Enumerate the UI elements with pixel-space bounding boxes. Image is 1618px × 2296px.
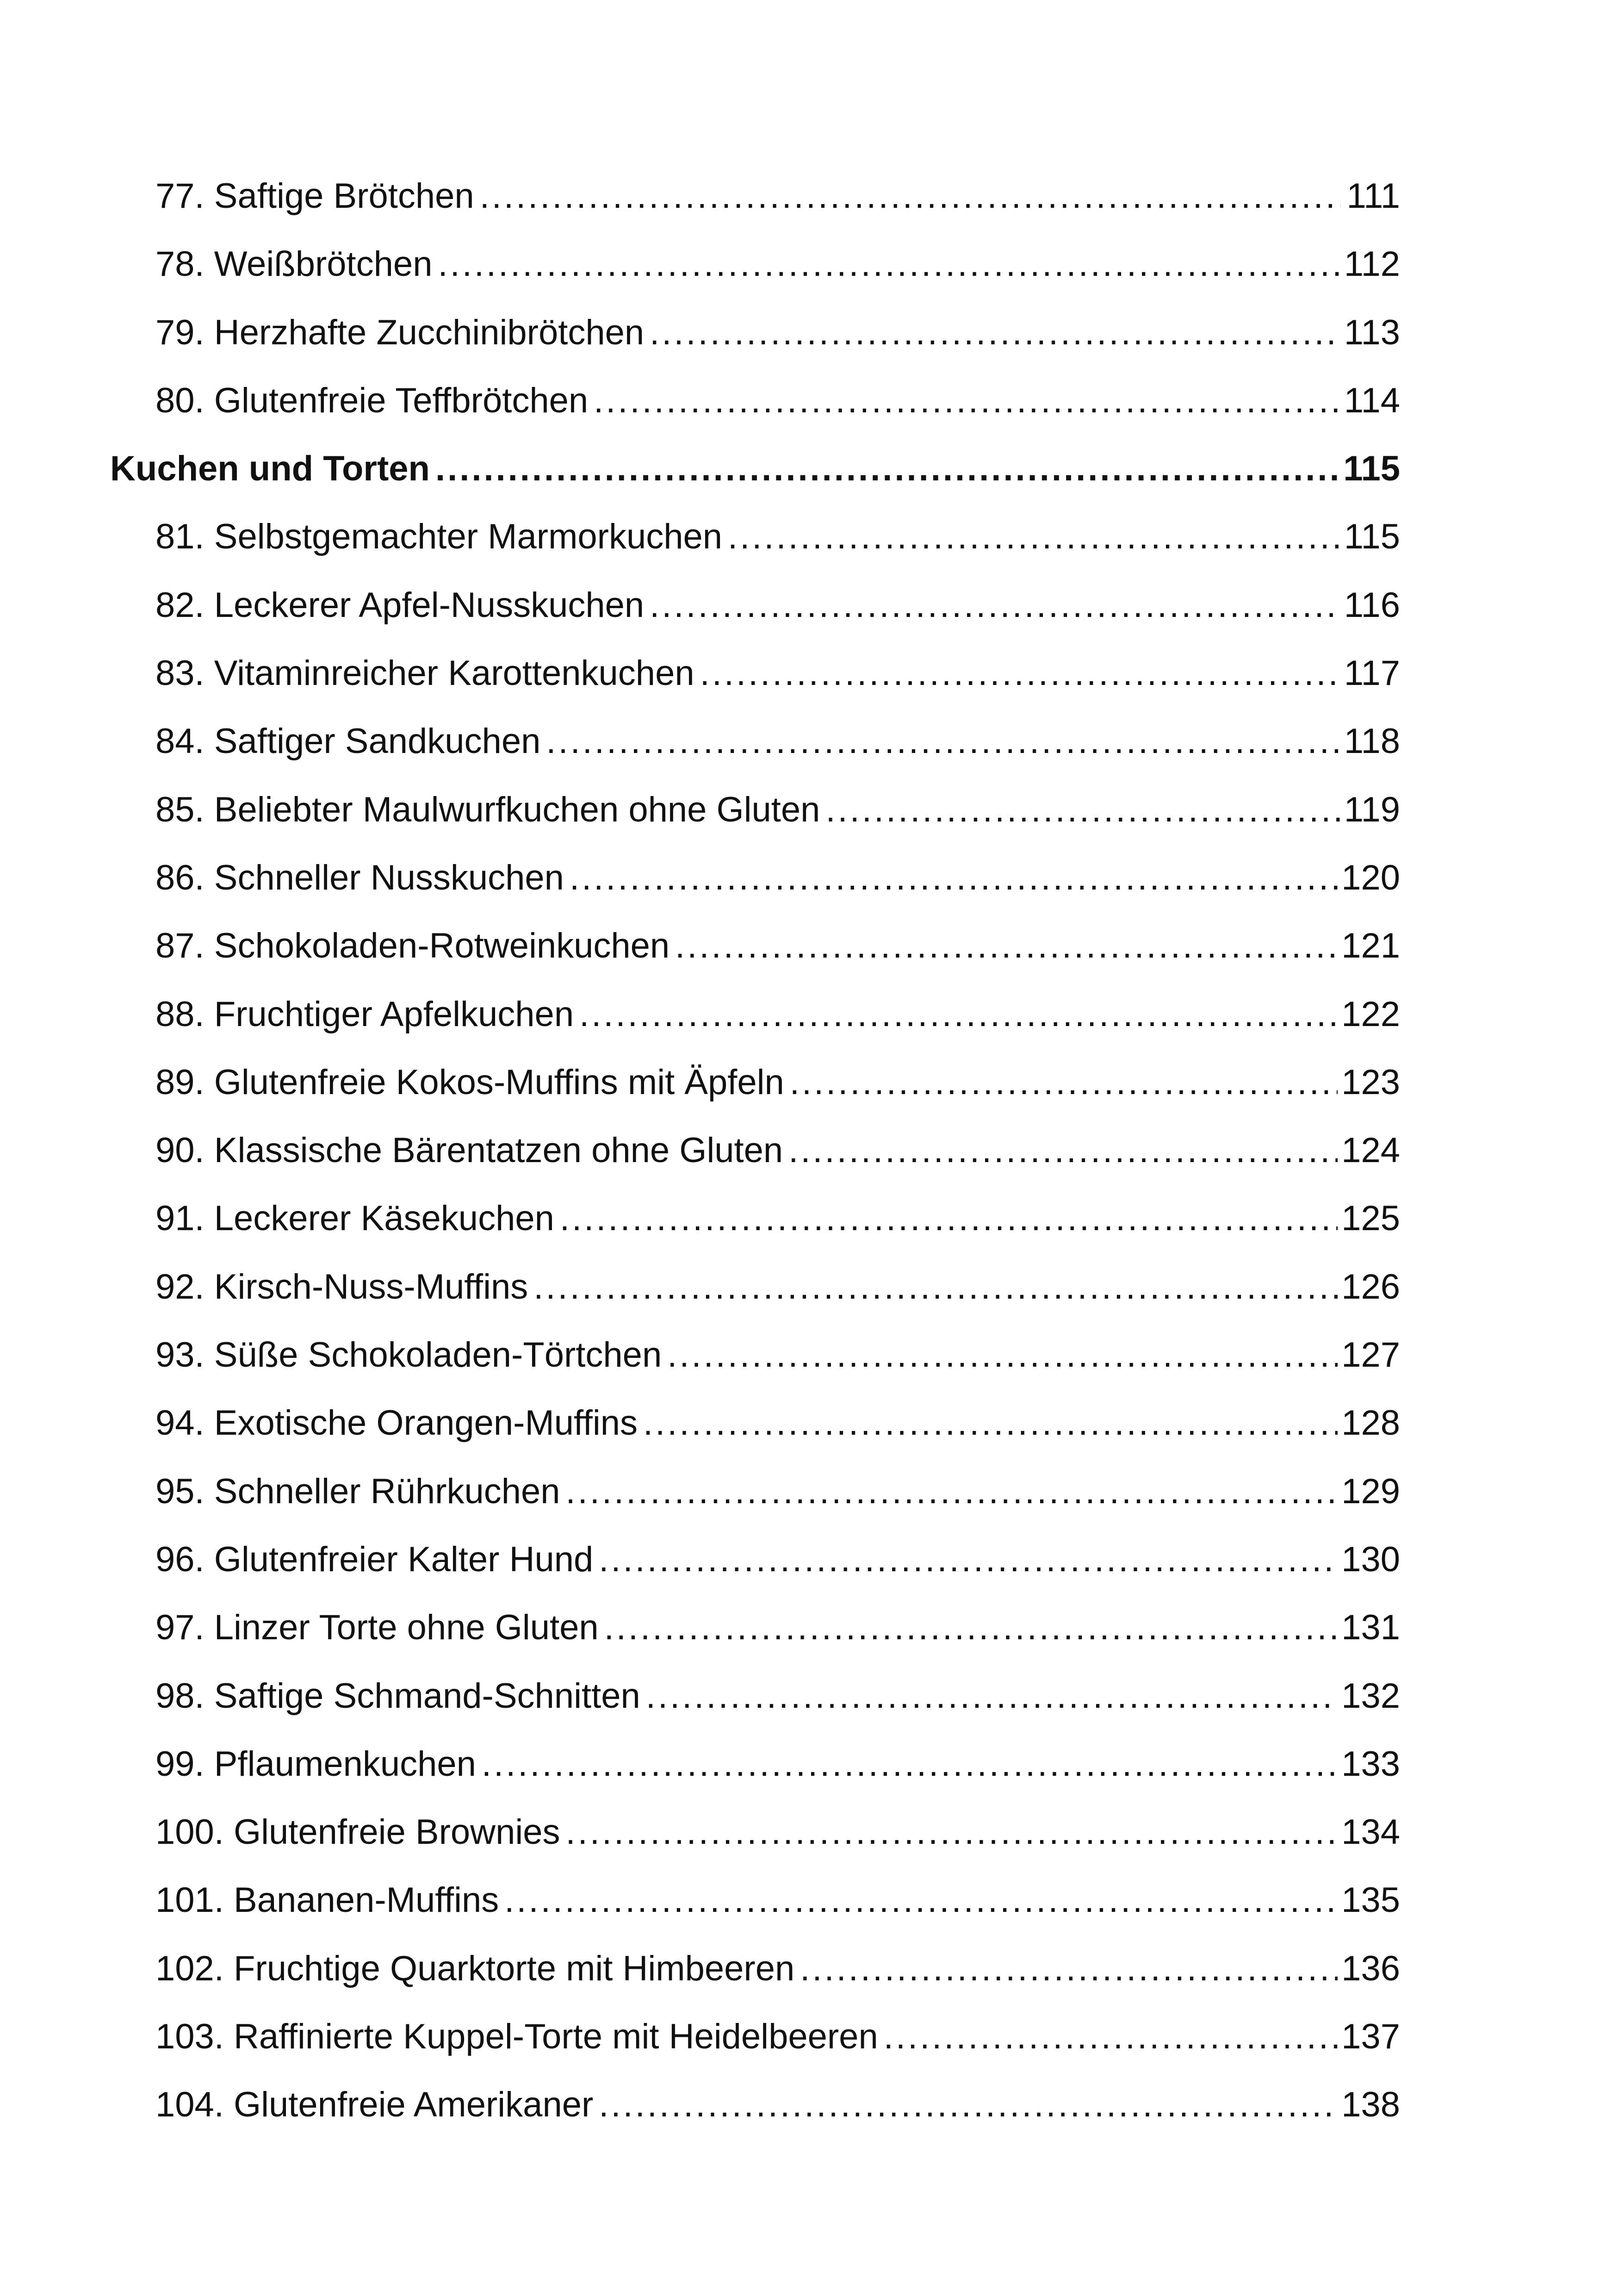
- toc-entry: [110, 1116, 1400, 1184]
- toc-entry: [110, 912, 1400, 980]
- toc-page-number: 118: [1344, 722, 1400, 761]
- table-of-contents: [110, 162, 1400, 2139]
- toc-entry: [110, 1935, 1400, 2003]
- toc-entry: [110, 162, 1400, 230]
- toc-page-number: 113: [1344, 312, 1400, 352]
- toc-entry: [110, 707, 1400, 775]
- toc-entry-title: 94. Exotische Orangen-Muffins: [155, 1403, 638, 1443]
- toc-entry: [110, 230, 1400, 298]
- toc-page-number: 138: [1341, 2085, 1400, 2125]
- toc-entry: [110, 844, 1400, 912]
- toc-entry-title: 81. Selbstgemachter Marmorkuchen: [155, 517, 723, 557]
- toc-entry-title: 102. Fruchtige Quarktorte mit Himbeeren: [155, 1948, 795, 1988]
- toc-entry: [110, 299, 1400, 367]
- toc-dot-leader: [643, 1389, 1338, 1457]
- toc-entry: [110, 1798, 1400, 1866]
- toc-dot-leader: [650, 571, 1340, 639]
- toc-entry: [110, 1184, 1400, 1252]
- toc-entry: [110, 1048, 1400, 1116]
- toc-dot-leader: [728, 503, 1340, 571]
- toc-entry-title: 82. Leckerer Apfel-Nusskuchen: [155, 585, 645, 625]
- toc-entry-title: Kuchen und Torten: [110, 449, 430, 489]
- toc-page-number: 128: [1341, 1403, 1400, 1443]
- toc-entry-title: 98. Saftige Schmand-Schnitten: [155, 1676, 640, 1716]
- toc-entry-title: 93. Süße Schokoladen-Törtchen: [155, 1335, 662, 1375]
- toc-entry-title: 84. Saftiger Sandkuchen: [155, 722, 541, 761]
- toc-page-number: 122: [1341, 994, 1400, 1034]
- toc-dot-leader: [700, 639, 1340, 707]
- toc-entry: [110, 1389, 1400, 1457]
- toc-entry-title: 87. Schokoladen-Rotweinkuchen: [155, 926, 670, 966]
- toc-page-number: 117: [1344, 653, 1400, 693]
- toc-page-number: 119: [1344, 790, 1400, 829]
- toc-dot-leader: [599, 1525, 1338, 1593]
- toc-entry-title: 83. Vitaminreicher Karottenkuchen: [155, 653, 694, 693]
- toc-page-number: 136: [1341, 1948, 1400, 1988]
- toc-page-number: 115: [1344, 517, 1400, 557]
- toc-dot-leader: [825, 776, 1340, 844]
- toc-entry: [110, 1662, 1400, 1730]
- toc-entry-title: 91. Leckerer Käsekuchen: [155, 1199, 554, 1238]
- toc-page-number: 127: [1341, 1335, 1400, 1375]
- toc-section-heading: [110, 435, 1400, 503]
- toc-page-number: 133: [1341, 1744, 1400, 1784]
- toc-entry-title: 78. Weißbrötchen: [155, 244, 433, 284]
- toc-dot-leader: [788, 1116, 1338, 1184]
- toc-dot-leader: [579, 980, 1338, 1048]
- toc-entry: [110, 2071, 1400, 2139]
- toc-page-number: 116: [1344, 585, 1400, 625]
- toc-entry: [110, 1730, 1400, 1798]
- toc-page-number: 132: [1341, 1676, 1400, 1716]
- toc-page-number: 137: [1341, 2017, 1400, 2057]
- toc-entry-title: 85. Beliebter Maulwurfkuchen ohne Gluten: [155, 790, 820, 829]
- toc-page-number: 120: [1341, 858, 1400, 897]
- toc-entry: [110, 1253, 1400, 1321]
- toc-page-number: 121: [1341, 926, 1400, 966]
- toc-dot-leader: [533, 1253, 1338, 1321]
- toc-entry: [110, 2003, 1400, 2071]
- toc-page-number: 130: [1341, 1539, 1400, 1579]
- toc-entry: [110, 1593, 1400, 1661]
- toc-entry-title: 96. Glutenfreier Kalter Hund: [155, 1539, 594, 1579]
- toc-page-number: 134: [1341, 1812, 1400, 1852]
- toc-entry: [110, 571, 1400, 639]
- toc-page-number: 131: [1341, 1608, 1400, 1648]
- toc-dot-leader: [594, 367, 1340, 435]
- toc-entry: [110, 776, 1400, 844]
- toc-dot-leader: [565, 1798, 1338, 1866]
- toc-entry: [110, 639, 1400, 707]
- toc-dot-leader: [667, 1321, 1338, 1389]
- toc-page-number: 112: [1344, 244, 1400, 284]
- toc-dot-leader: [650, 299, 1340, 367]
- toc-dot-leader: [675, 912, 1338, 980]
- toc-page-number: 114: [1344, 380, 1400, 420]
- toc-page-number: 115: [1343, 449, 1400, 489]
- toc-entry: [110, 1457, 1400, 1525]
- toc-page-number: 123: [1341, 1062, 1400, 1102]
- toc-entry-title: 90. Klassische Bärentatzen ohne Gluten: [155, 1131, 783, 1170]
- toc-page-number: 135: [1341, 1880, 1400, 1920]
- toc-entry: [110, 1866, 1400, 1934]
- toc-dot-leader: [570, 844, 1338, 912]
- toc-page-number: 126: [1341, 1267, 1400, 1307]
- toc-entry-title: 92. Kirsch-Nuss-Muffins: [155, 1267, 528, 1307]
- toc-entry-title: 99. Pflaumenkuchen: [155, 1744, 476, 1784]
- toc-page-number: 125: [1341, 1199, 1400, 1238]
- toc-entry-title: 103. Raffinierte Kuppel-Torte mit Heidelbeeren: [155, 2017, 878, 2057]
- toc-dot-leader: [560, 1184, 1338, 1252]
- toc-entry-title: 97. Linzer Torte ohne Gluten: [155, 1608, 599, 1648]
- toc-dot-leader: [884, 2003, 1338, 2071]
- toc-entry-title: 88. Fruchtiger Apfelkuchen: [155, 994, 574, 1034]
- toc-entry-title: 95. Schneller Rührkuchen: [155, 1471, 560, 1511]
- toc-entry: [110, 1525, 1400, 1593]
- toc-entry-title: 77. Saftige Brötchen: [155, 176, 474, 216]
- toc-entry: [110, 503, 1400, 571]
- toc-entry-title: 100. Glutenfreie Brownies: [155, 1812, 560, 1852]
- toc-dot-leader: [504, 1866, 1338, 1934]
- toc-dot-leader: [435, 435, 1339, 503]
- toc-dot-leader: [599, 2071, 1338, 2139]
- toc-dot-leader: [482, 1730, 1338, 1798]
- toc-entry: [110, 367, 1400, 435]
- toc-entry-title: 101. Bananen-Muffins: [155, 1880, 499, 1920]
- toc-dot-leader: [646, 1662, 1338, 1730]
- toc-dot-leader: [438, 230, 1340, 298]
- toc-entry: [110, 1321, 1400, 1389]
- toc-dot-leader: [546, 707, 1340, 775]
- toc-dot-leader: [604, 1593, 1338, 1661]
- toc-entry-title: 86. Schneller Nusskuchen: [155, 858, 564, 897]
- toc-page-number: 111: [1346, 176, 1400, 216]
- toc-dot-leader: [566, 1457, 1338, 1525]
- toc-entry-title: 104. Glutenfreie Amerikaner: [155, 2085, 594, 2125]
- toc-page-number: 124: [1341, 1131, 1400, 1170]
- toc-dot-leader: [790, 1048, 1338, 1116]
- toc-entry-title: 80. Glutenfreie Teffbrötchen: [155, 380, 589, 420]
- toc-page-number: 129: [1341, 1471, 1400, 1511]
- toc-dot-leader: [480, 162, 1341, 230]
- toc-entry-title: 79. Herzhafte Zucchinibrötchen: [155, 312, 645, 352]
- toc-entry: [110, 980, 1400, 1048]
- toc-dot-leader: [800, 1935, 1338, 2003]
- toc-entry-title: 89. Glutenfreie Kokos-Muffins mit Äpfeln: [155, 1062, 784, 1102]
